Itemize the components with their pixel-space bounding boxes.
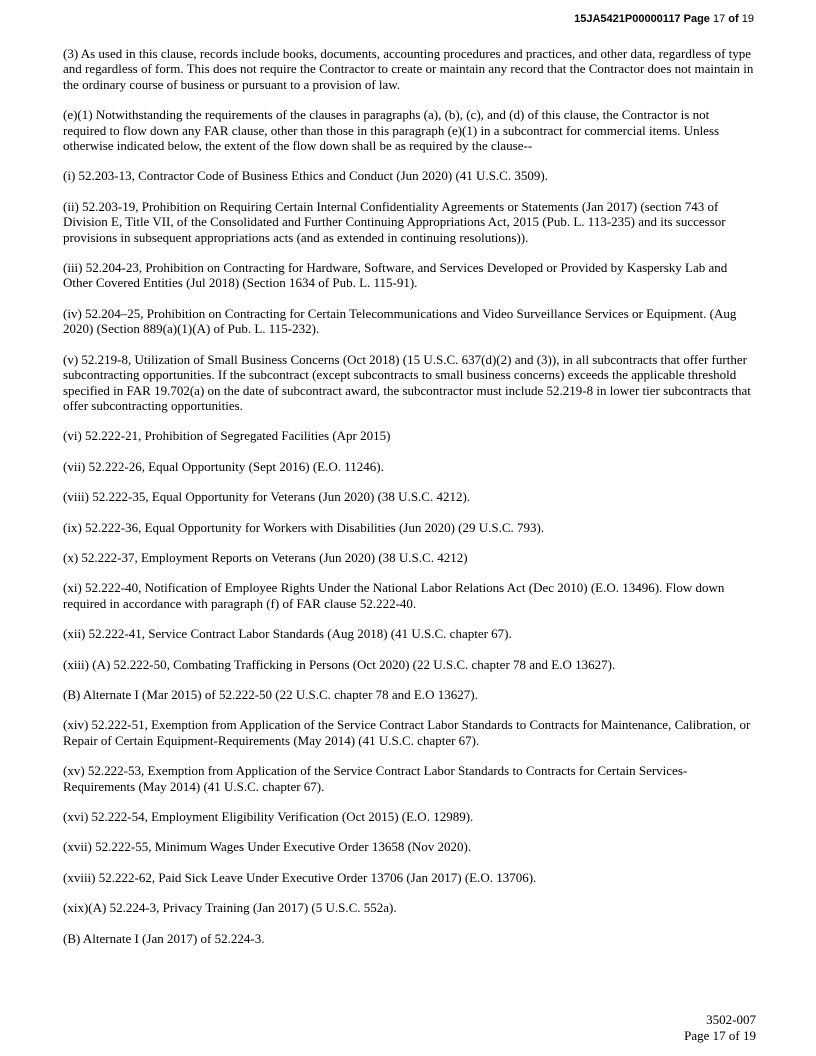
paragraph: (iv) 52.204–25, Prohibition on Contracting for Certain Telecommunications and Video Surveillance Services or Equipment. (Aug 2020) (Section 889(a)(1)(A) of Pub. L. 115-232). [63, 305, 737, 337]
paragraph: (xviii) 52.222-62, Paid Sick Leave Under Executive Order 13706 (Jan 2017) (E.O. 13706). [63, 869, 537, 885]
of-label: of [728, 13, 739, 25]
paragraph: (xvi) 52.222-54, Employment Eligibility Verification (Oct 2015) (E.O. 12989). [63, 809, 474, 824]
paragraph: (xix)(A) 52.224-3, Privacy Training (Jan 2017) (5 U.S.C. 552a). [63, 900, 397, 916]
page-total: 19 [741, 13, 754, 25]
paragraph: (vi) 52.222-21, Prohibition of Segregated Facilities (Apr 2015) [63, 428, 391, 444]
page-footer [684, 1012, 756, 1043]
footer-page-number: Page 17 of 19 [684, 1027, 756, 1043]
document-body [63, 46, 754, 961]
paragraph: (viii) 52.222-35, Equal Opportunity for Veterans (Jun 2020) (38 U.S.C. 4212). [63, 489, 471, 505]
paragraph: (iii) 52.204-23, Prohibition on Contracting for Hardware, Software, and Services Developed or Provided by Kaspersky Lab and Other Covered Entities (Jul 2018) (Section 1634 of Pub. L. 115-91). [63, 260, 728, 291]
doc-number: 15JA5421P00000117 [574, 13, 681, 25]
paragraph: (xii) 52.222-41, Service Contract Labor Standards (Aug 2018) (41 U.S.C. chapter 67). [63, 626, 512, 642]
paragraph: (ix) 52.222-36, Equal Opportunity for Workers with Disabilities (Jun 2020) (29 U.S.C. 793). [63, 519, 545, 535]
page-header [574, 13, 754, 25]
doc-code: 3502-007 [706, 1012, 756, 1028]
page-current: 17 [712, 13, 726, 25]
paragraph: (ii) 52.203-19, Prohibition on Requiring Certain Internal Confidentiality Agreements or Statements (Jan 2017) (section 743 of Division E, Title VII, of the Consolidated and Further Continuing Appropriations Act, 2015 (Pub. L. 113-235) and its successor provisions in subsequent appropriations acts (and as extended in continuing resolutions)). [63, 198, 726, 245]
paragraph: (3) As used in this clause, records include books, documents, accounting procedures and practices, and other data, regardless of type and regardless of form. This does not require the Contractor to create or maintain any record that the Contractor does not maintain in the ordinary course of business or pursuant to a provision of law. [63, 46, 754, 92]
paragraph: (i) 52.203-13, Contractor Code of Business Ethics and Conduct (Jun 2020) (41 U.S.C. 3509). [63, 168, 548, 184]
paragraph: (xiii) (A) 52.222-50, Combating Trafficking in Persons (Oct 2020) (22 U.S.C. chapter 78 and E.O 13627). [63, 656, 616, 672]
paragraph: (xv) 52.222-53, Exemption from Application of the Service Contract Labor Standards to Contracts for Certain Services-Requirements (May 2014) (41 U.S.C. chapter 67). [63, 763, 688, 794]
paragraph: (e)(1) Notwithstanding the requirements of the clauses in paragraphs (a), (b), (c), and (d) of this clause, the Contractor is not required to flow down any FAR clause, other than those in this paragraph (e)(1) in a subcontract for commercial items. Unless otherwise indicated below, the extent of the flow down shall be as required by the clause-- [63, 107, 720, 154]
paragraph: (vii) 52.222-26, Equal Opportunity (Sept 2016) (E.O. 11246). [63, 458, 384, 474]
paragraph: (x) 52.222-37, Employment Reports on Veterans (Jun 2020) (38 U.S.C. 4212) [63, 549, 468, 565]
paragraph: (xi) 52.222-40, Notification of Employee Rights Under the National Labor Relations Act (Dec 2010) (E.O. 13496). Flow down required in accordance with paragraph (f) of FAR clause 52.222-40. [63, 580, 725, 611]
paragraph: (xiv) 52.222-51, Exemption from Application of the Service Contract Labor Standards to Contracts for Maintenance, Calibration, or Repair of Certain Equipment-Requirements (May 2014) (41 U.S.C. chapter 67). [63, 717, 751, 748]
paragraph: (xvii) 52.222-55, Minimum Wages Under Executive Order 13658 (Nov 2020). [63, 839, 472, 855]
page-label: Page [683, 13, 710, 25]
paragraph: (v) 52.219-8, Utilization of Small Business Concerns (Oct 2018) (15 U.S.C. 637(d)(2) and (3)), in all subcontracts that offer further subcontracting opportunities. If the subcontract (except subcontracts to small business concerns) exceeds the applicable threshold specified in FAR 19.702(a) on the date of subcontract award, the subcontractor must include 52.219-8 in lower tier subcontracts that offer subcontracting opportunities. [63, 351, 751, 413]
paragraph: (B) Alternate I (Jan 2017) of 52.224-3. [63, 930, 265, 946]
paragraph: (B) Alternate I (Mar 2015) of 52.222-50 (22 U.S.C. chapter 78 and E.O 13627). [63, 686, 478, 702]
